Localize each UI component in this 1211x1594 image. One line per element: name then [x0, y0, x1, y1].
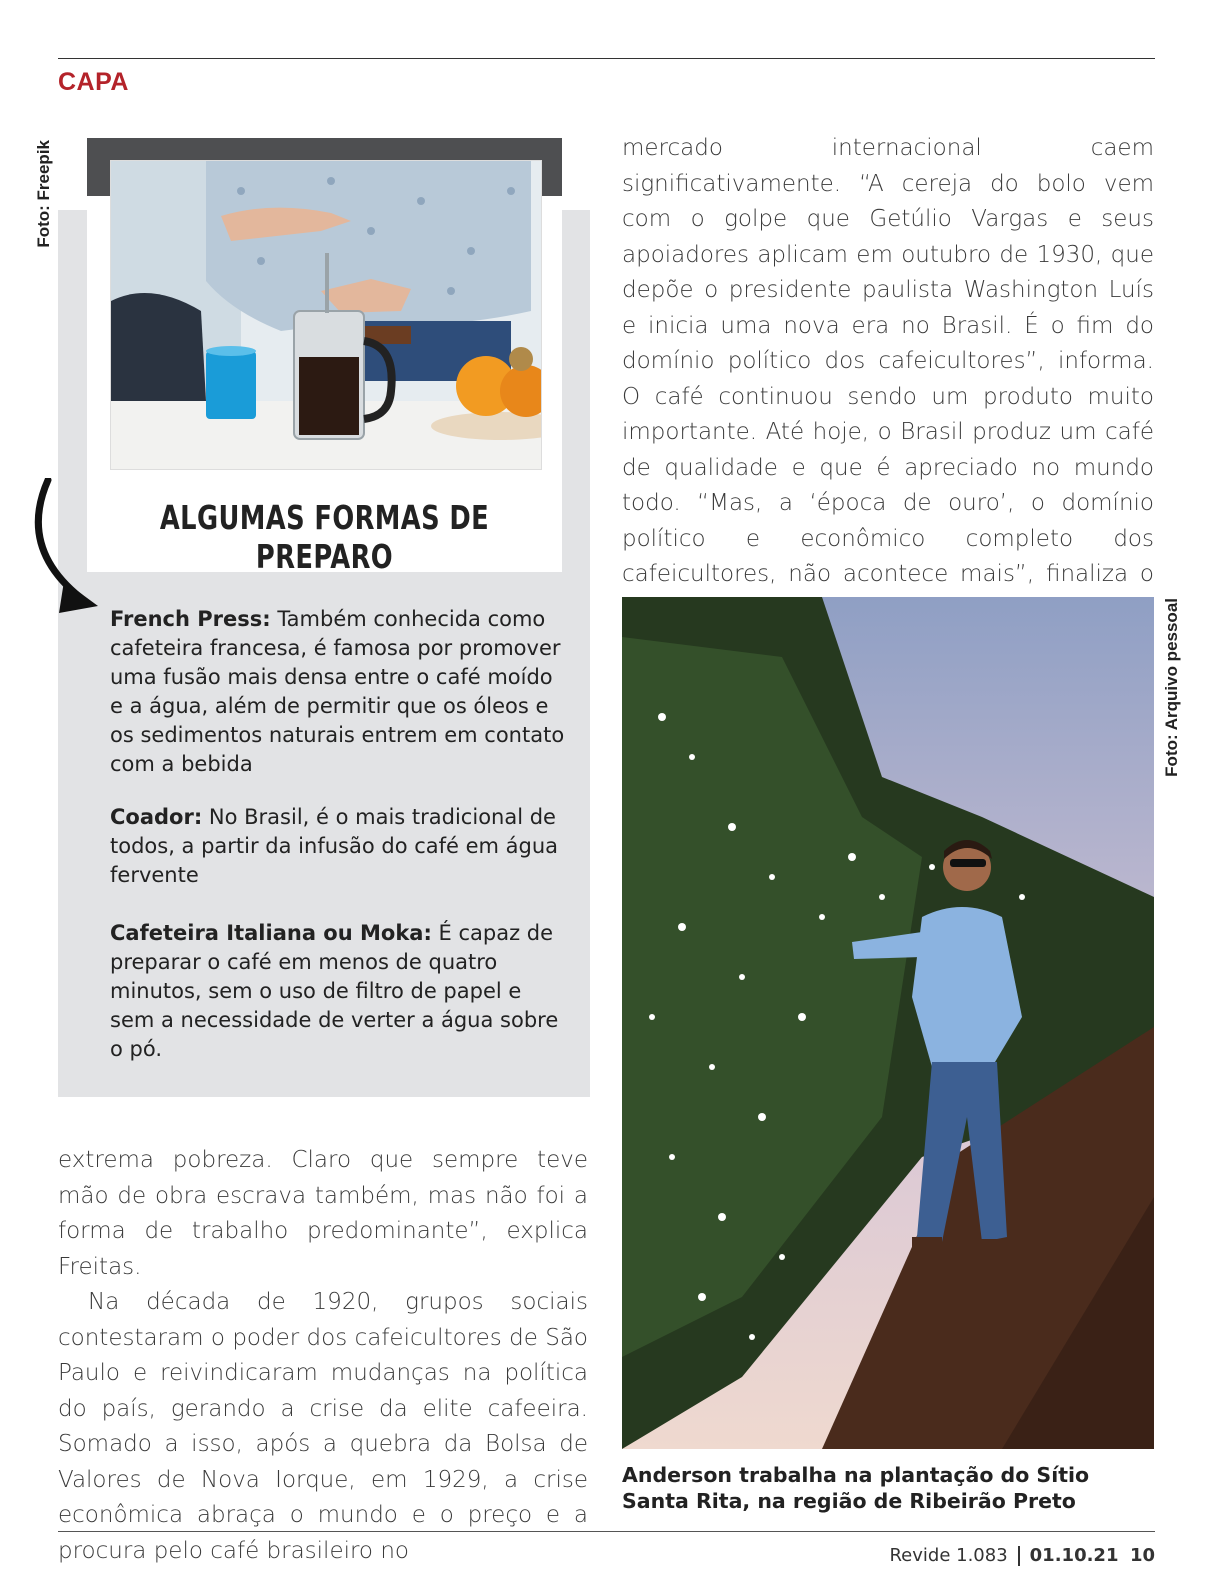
article-paragraph: extrema pobreza. Claro que sempre teve mão de obra escrava também, mas não foi a forma de trabalho predominante”, explica Freitas. [58, 1147, 588, 1280]
sidebar-title: ALGUMAS FORMAS DE PREPARO [159, 498, 490, 576]
french-press-photo [110, 160, 542, 470]
prep-method-coador [110, 803, 565, 890]
footer-separator [1018, 1546, 1020, 1566]
photo-caption: Anderson trabalha na plantação do Sítio Santa Rita, na região de Ribeirão Preto [622, 1463, 1090, 1513]
article-paragraph: mercado internacional caem significativamente. “A cereja do bolo vem com o golpe que Getúlio Vargas e seus apoiadores aplicam em outubro de 1930, que depõe o presidente paulista Washington Luís e inicia uma nova era no Brasil. É o fim do domínio político dos cafeicultores”, informa. O café continuou sendo um produto muito importante. Até hoje, o Brasil produz um café de qualidade e que é apreciado no mundo todo. “Mas, a ‘época de ouro’, o domínio político e econômico completo dos cafeicultores, não acontece mais”, finaliza o [622, 135, 1154, 587]
method-name: French Press: [110, 607, 271, 631]
page-footer [889, 1545, 1155, 1566]
top-rule [58, 58, 1155, 59]
method-name: Cafeteira Italiana ou Moka: [110, 921, 432, 945]
bottom-rule [58, 1531, 1155, 1532]
method-description: É capaz de preparar o café em menos de quatro minutos, sem o uso de filtro de papel e sem a necessidade de verter a água sobre o pó. [110, 921, 559, 1061]
photo-credit-freepik: Foto: Freepik [34, 140, 53, 248]
curved-arrow-icon [26, 478, 106, 628]
method-description: No Brasil, é o mais tradicional de todos, a partir da infusão do café em água fervente [110, 805, 559, 887]
article-left-column [58, 1143, 588, 1569]
photo-credit-arquivo: Foto: Arquivo pessoal [1162, 598, 1181, 777]
issue-date: 01.10.21 [1029, 1545, 1119, 1566]
section-label: CAPA [58, 68, 129, 96]
french-press-illustration [111, 161, 541, 469]
magazine-issue: Revide 1.083 [889, 1545, 1008, 1566]
method-name: Coador: [110, 805, 203, 829]
prep-method-french-press [110, 605, 565, 779]
page-number: 10 [1129, 1545, 1155, 1566]
article-right-column [622, 131, 1154, 628]
coffee-plantation-photo [622, 597, 1154, 1449]
prep-method-moka [110, 919, 565, 1064]
article-paragraph: Na década de 1920, grupos sociais contestaram o poder dos cafeicultores de São Paulo e reivindicaram mudanças na política do país, gerando a crise da elite cafeeira. Somado a isso, após a quebra da Bolsa de Valores de Nova Iorque, em 1929, a crise econômica abraça o mundo e o preço e a procura pelo café brasileiro no [58, 1289, 588, 1564]
plantation-illustration [622, 597, 1154, 1449]
method-description: Também conhecida como cafeteira francesa, é famosa por promover uma fusão mais densa entre o café moído e a água, além de permitir que os óleos e os sedimentos naturais entrem em contato com a bebida [110, 607, 565, 776]
